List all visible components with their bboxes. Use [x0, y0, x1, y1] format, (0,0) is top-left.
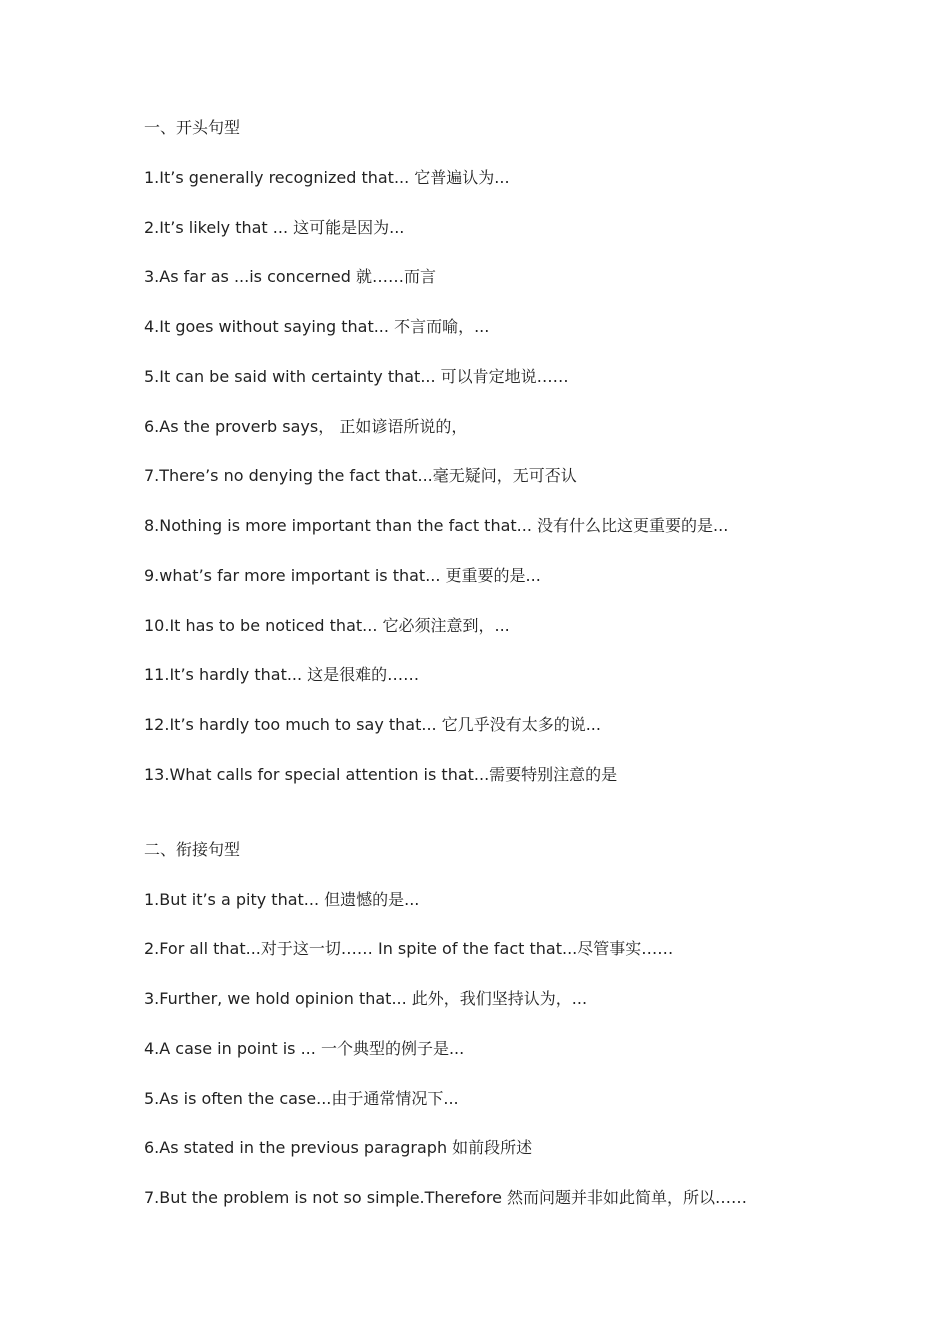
list-item: 6.As stated in the previous paragraph 如前段所述 — [144, 1138, 533, 1158]
list-item: 1.But it’s a pity that... 但遗憾的是... — [144, 889, 420, 909]
list-item: 5.As is often the case...由于通常情况下... — [144, 1088, 459, 1108]
list-item: 2.It’s likely that ... 这可能是因为... — [144, 217, 405, 237]
list-item: 5.It can be said with certainty that... 可以肯定地说…… — [144, 366, 569, 386]
section-transition-patterns — [144, 836, 904, 1212]
list-item: 7.But the problem is not so simple.Therefore 然而问题并非如此简单，所以…… — [144, 1188, 748, 1207]
list-item: 8.Nothing is more important than the fact that... 没有什么比这更重要的是... — [144, 516, 729, 535]
section-heading: 一、开头句型 — [144, 118, 241, 137]
list-item: 4.A case in point is ... 一个典型的例子是... — [144, 1038, 465, 1058]
list-item: 7.There’s no denying the fact that...毫无疑问，无可否认 — [144, 466, 577, 486]
list-item: 1.It’s generally recognized that... 它普遍认为... — [144, 167, 510, 187]
document-content — [144, 114, 904, 1212]
list-item: 12.It’s hardly too much to say that... 它几乎没有太多的说... — [144, 715, 601, 734]
section-heading: 二、衔接句型 — [144, 839, 241, 859]
section-opening-patterns — [144, 114, 904, 789]
list-item: 2.For all that...对于这一切…… In spite of the fact that...尽管事实…… — [144, 939, 674, 959]
list-item: 3.As far as ...is concerned 就……而言 — [144, 267, 436, 287]
list-item: 13.What calls for special attention is that...需要特别注意的是 — [144, 764, 618, 784]
list-item: 4.It goes without saying that... 不言而喻，... — [144, 317, 490, 336]
list-item: 6.As the proverb says， 正如谚语所说的， — [144, 416, 468, 436]
list-item: 3.Further, we hold opinion that... 此外，我们坚持认为，... — [144, 989, 588, 1008]
list-item: 11.It’s hardly that... 这是很难的…… — [144, 665, 420, 685]
list-item: 9.what’s far more important is that... 更重要的是... — [144, 565, 541, 585]
list-item: 10.It has to be noticed that... 它必须注意到，... — [144, 615, 510, 635]
